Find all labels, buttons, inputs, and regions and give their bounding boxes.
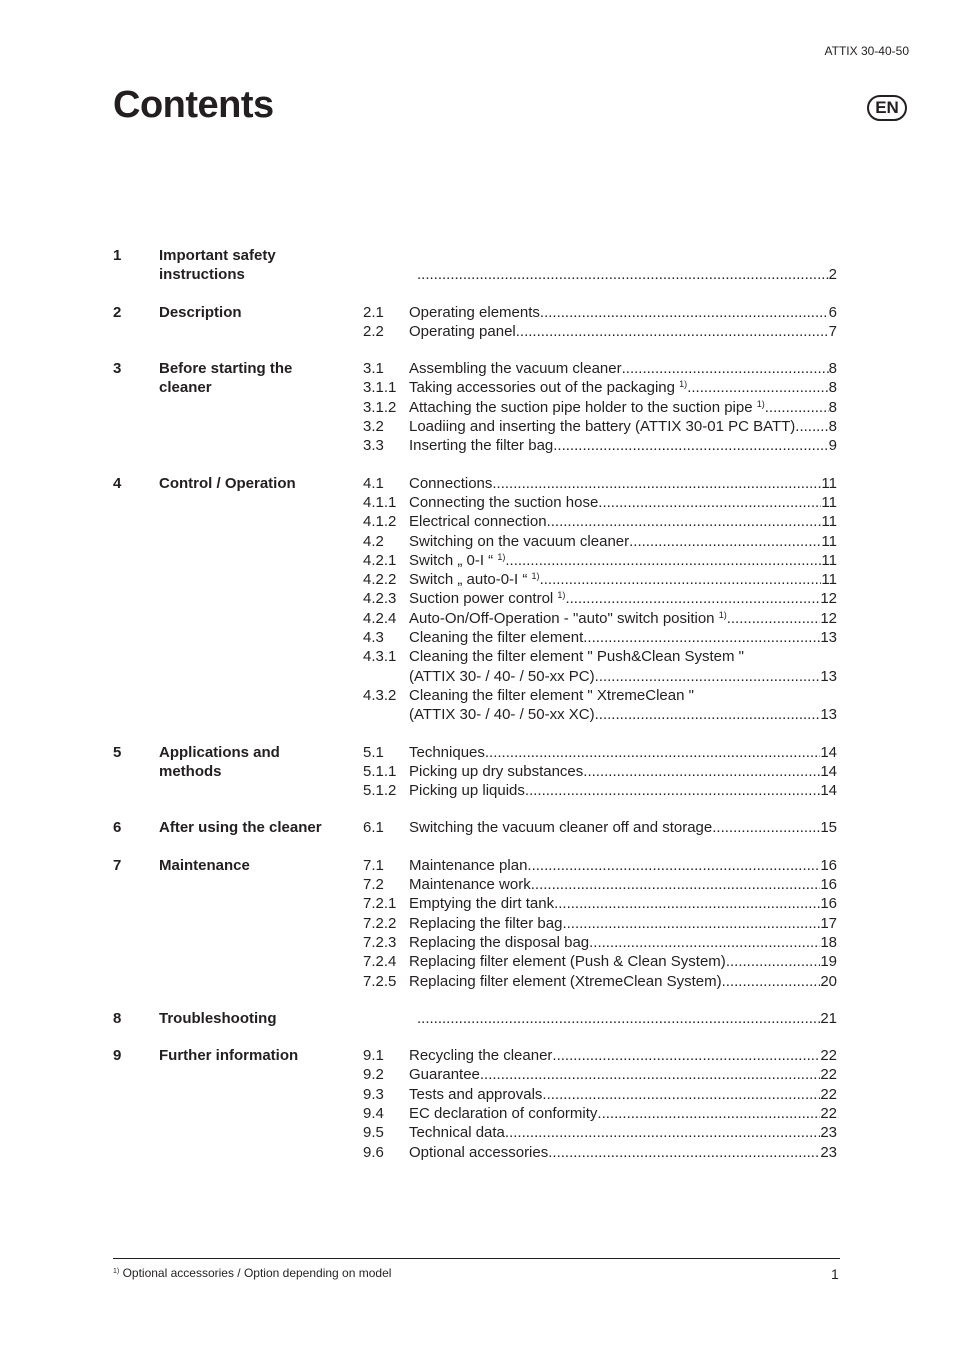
entry-page-number: 13 xyxy=(820,667,837,685)
toc-entry[interactable] xyxy=(363,512,837,531)
entry-title xyxy=(409,914,562,933)
toc-entry[interactable] xyxy=(363,1046,837,1065)
entry-title-text: Technical data xyxy=(409,1124,505,1142)
section-entries xyxy=(363,246,837,285)
table-of-contents xyxy=(113,246,837,1180)
section-title: Important safety instructions xyxy=(159,247,276,284)
toc-entry[interactable] xyxy=(363,972,837,991)
toc-section xyxy=(113,246,837,285)
toc-entry[interactable] xyxy=(363,762,837,781)
toc-entry[interactable] xyxy=(363,628,837,647)
entry-page-number: 8 xyxy=(828,379,837,397)
entry-number: 4.3 xyxy=(363,629,384,647)
entry-title-text: EC declaration of conformity xyxy=(409,1104,598,1122)
entry-title xyxy=(409,532,629,551)
entry-page-number: 11 xyxy=(821,571,837,589)
toc-section xyxy=(113,856,837,991)
toc-entry[interactable] xyxy=(363,532,837,551)
entry-page-number: 12 xyxy=(820,609,837,627)
toc-entry[interactable] xyxy=(363,551,837,570)
toc-entry[interactable] xyxy=(363,1085,837,1104)
dot-leader xyxy=(531,875,821,894)
dot-leader xyxy=(722,972,821,991)
section-title: Further information xyxy=(159,1047,299,1065)
dot-leader xyxy=(554,894,820,913)
dot-leader xyxy=(597,1104,820,1123)
dot-leader xyxy=(485,743,820,762)
section-title: Applications and methods xyxy=(159,743,280,780)
entry-title-text: Assembling the vacuum cleaner xyxy=(409,360,622,378)
entry-title xyxy=(409,894,554,913)
toc-entry-continuation[interactable] xyxy=(363,705,837,724)
entry-number: 7.2.2 xyxy=(363,914,397,932)
dot-leader xyxy=(480,1065,820,1084)
entry-title xyxy=(409,378,687,397)
entry-number: 5.1.1 xyxy=(363,762,397,780)
entry-number: 3.1.2 xyxy=(363,398,397,416)
toc-entry[interactable] xyxy=(363,493,837,512)
entry-title xyxy=(409,512,547,531)
entry-title-text: Picking up liquids. xyxy=(409,782,530,800)
entry-page-number: 23 xyxy=(820,1143,837,1161)
entry-title-text: Picking up dry substances. xyxy=(409,762,588,780)
entry-title xyxy=(409,417,795,436)
dot-leader xyxy=(565,589,820,608)
entry-title-text: Maintenance plan xyxy=(409,856,528,874)
entry-page-number: 15 xyxy=(820,819,837,837)
dot-leader xyxy=(527,856,820,875)
section-number: 5 xyxy=(113,743,122,761)
entry-title-text: Auto-On/Off-Operation - "auto" switch position xyxy=(409,609,719,627)
section-number: 1 xyxy=(113,247,122,264)
entry-number-spacer xyxy=(363,667,409,686)
toc-entry[interactable] xyxy=(363,589,837,608)
section-number: 4 xyxy=(113,474,122,492)
entry-page-number: 22 xyxy=(820,1047,837,1065)
entry-title xyxy=(409,474,492,493)
section-entries xyxy=(363,856,837,991)
toc-section xyxy=(113,303,837,342)
section-number: 3 xyxy=(113,360,122,378)
entry-title xyxy=(409,359,622,378)
footnote-reference: 1) xyxy=(531,571,540,582)
entry-page-number: 11 xyxy=(821,532,837,550)
entry-number: 3.2 xyxy=(363,418,384,436)
entry-number: 3.3 xyxy=(363,437,384,455)
toc-entry[interactable] xyxy=(363,933,837,952)
entry-page-number: 17 xyxy=(820,914,837,932)
entry-title xyxy=(409,762,587,781)
toc-entry[interactable] xyxy=(363,359,837,378)
section-entries xyxy=(363,303,837,342)
entry-title xyxy=(409,933,589,952)
entry-page-number: 7 xyxy=(828,322,837,340)
entry-number: 4.2.3 xyxy=(363,590,397,608)
dot-leader xyxy=(505,551,821,570)
toc-section xyxy=(113,359,837,455)
entry-number: 4.2.2 xyxy=(363,571,397,589)
dot-leader xyxy=(417,265,829,284)
entry-spacer xyxy=(363,246,837,265)
entry-page-number: 23 xyxy=(820,1124,837,1142)
section-title: Troubleshooting xyxy=(159,1009,277,1027)
dot-leader xyxy=(547,512,822,531)
dot-leader xyxy=(598,493,821,512)
entry-title-text: Switch „ auto-0-I “ xyxy=(409,571,532,589)
page-title: Contents xyxy=(113,84,274,126)
entry-title xyxy=(409,875,531,894)
entry-title xyxy=(409,589,565,608)
entry-number: 4.2 xyxy=(363,532,384,550)
toc-entry[interactable] xyxy=(363,686,837,705)
toc-entry[interactable] xyxy=(363,1143,837,1162)
entry-title-text: Maintenance work xyxy=(409,876,531,894)
dot-leader xyxy=(516,322,829,341)
entry-title-text: Electrical connection xyxy=(409,513,547,531)
section-entries xyxy=(363,743,837,801)
entry-title xyxy=(409,743,485,762)
toc-section xyxy=(113,818,837,837)
dot-leader xyxy=(529,781,820,800)
footnote-reference: 1) xyxy=(756,398,765,409)
entry-number: 6.1 xyxy=(363,819,384,837)
toc-entry[interactable] xyxy=(363,265,837,284)
entry-title xyxy=(409,1104,597,1123)
entry-title-continuation: (ATTIX 30- / 40- / 50-xx PC) xyxy=(409,667,595,685)
entry-page-number: 14 xyxy=(820,762,837,780)
entry-number xyxy=(363,265,417,284)
entry-number: 5.1 xyxy=(363,743,384,761)
toc-entry[interactable] xyxy=(363,474,837,493)
dot-leader xyxy=(562,914,820,933)
entry-title-text: Optional accessories xyxy=(409,1143,549,1161)
entry-number: 2.1 xyxy=(363,303,384,321)
entry-title xyxy=(409,322,516,341)
entry-number: 9.6 xyxy=(363,1143,384,1161)
toc-entry[interactable] xyxy=(363,647,837,666)
entry-number: 5.1.2 xyxy=(363,782,397,800)
toc-section xyxy=(113,743,837,801)
entry-page-number: 16 xyxy=(820,856,837,874)
entry-page-number: 22 xyxy=(820,1066,837,1084)
footnote-marker: 1) xyxy=(113,1268,120,1275)
entry-title xyxy=(409,303,540,322)
entry-page-number: 19 xyxy=(820,953,837,971)
dot-leader xyxy=(540,303,829,322)
dot-leader xyxy=(795,417,828,436)
entry-page-number: 13 xyxy=(820,629,837,647)
toc-entry[interactable] xyxy=(363,914,837,933)
dot-leader xyxy=(595,705,821,724)
section-entries xyxy=(363,1046,837,1162)
toc-entry[interactable] xyxy=(363,952,837,971)
footnote-reference: 1) xyxy=(718,609,727,620)
section-number: 7 xyxy=(113,856,122,874)
entry-number: 2.2 xyxy=(363,322,384,340)
toc-entry[interactable] xyxy=(363,378,837,397)
toc-section xyxy=(113,1009,837,1028)
entry-number: 7.2 xyxy=(363,876,384,894)
entry-title-text: Loadiing and inserting the battery (ATTIX 30-01 PC BATT) xyxy=(409,418,796,436)
entry-page-number: 18 xyxy=(820,933,837,951)
entry-title-text: Replacing the filter bag xyxy=(409,914,563,932)
entry-number: 9.4 xyxy=(363,1104,384,1122)
dot-leader xyxy=(629,532,821,551)
entry-page-number: 8 xyxy=(828,398,837,416)
section-title: Maintenance xyxy=(159,856,250,874)
entry-title xyxy=(409,1085,547,1104)
entry-page-number: 20 xyxy=(820,972,837,990)
dot-leader xyxy=(552,1046,820,1065)
entry-number: 3.1.1 xyxy=(363,379,397,397)
toc-entry[interactable] xyxy=(363,1009,837,1028)
dot-leader xyxy=(727,609,821,628)
section-number: 8 xyxy=(113,1009,122,1027)
toc-entry-continuation[interactable] xyxy=(363,667,837,686)
entry-title: Cleaning the filter element " Push&Clean System " xyxy=(409,648,744,666)
dot-leader xyxy=(505,1123,820,1142)
entry-title-text: Cleaning the filter element xyxy=(409,629,584,647)
entry-page-number: 22 xyxy=(820,1085,837,1103)
entry-number: 4.1.2 xyxy=(363,513,397,531)
footnote-reference: 1) xyxy=(679,379,688,390)
entry-title-text: Replacing the disposal bag xyxy=(409,933,590,951)
dot-leader xyxy=(587,762,820,781)
footnote xyxy=(113,1266,391,1280)
entry-title xyxy=(409,436,553,455)
toc-entry[interactable] xyxy=(363,894,837,913)
toc-entry[interactable] xyxy=(363,1104,837,1123)
entry-page-number: 2 xyxy=(828,266,837,284)
entry-title xyxy=(409,856,527,875)
dot-leader xyxy=(589,933,820,952)
dot-leader xyxy=(553,436,828,455)
entry-number: 4.2.1 xyxy=(363,551,397,569)
entry-number: 9.3 xyxy=(363,1085,384,1103)
entry-number: 7.2.1 xyxy=(363,895,397,913)
toc-entry[interactable] xyxy=(363,1123,837,1142)
entry-number: 4.2.4 xyxy=(363,609,397,627)
toc-entry[interactable] xyxy=(363,436,837,455)
entry-title-text: Taking accessories out of the packaging xyxy=(409,379,680,397)
entry-title-text: Switching the vacuum cleaner off and storage xyxy=(409,819,713,837)
entry-page-number: 11 xyxy=(821,474,837,492)
entry-page-number: 12 xyxy=(820,590,837,608)
entry-number: 9.2 xyxy=(363,1066,384,1084)
entry-page-number: 16 xyxy=(820,895,837,913)
entry-number: 4.3.1 xyxy=(363,648,397,666)
entry-title xyxy=(409,781,529,800)
header-model: ATTIX 30-40-50 xyxy=(824,44,909,58)
entry-title-text: Replacing filter element (XtremeClean System) xyxy=(409,972,722,990)
entry-title xyxy=(409,1046,552,1065)
toc-entry[interactable] xyxy=(363,570,837,589)
entry-title-text: Operating panel xyxy=(409,322,516,340)
section-number: 6 xyxy=(113,819,122,837)
entry-page-number: 11 xyxy=(821,513,837,531)
entry-title xyxy=(409,952,726,971)
entry-title xyxy=(409,609,727,628)
entry-page-number: 13 xyxy=(820,706,837,724)
section-title: Description xyxy=(159,303,242,321)
footer-rule xyxy=(113,1258,840,1259)
entry-page-number: 22 xyxy=(820,1104,837,1122)
entry-number: 7.2.5 xyxy=(363,972,397,990)
section-number: 9 xyxy=(113,1047,122,1065)
entry-title xyxy=(409,1143,548,1162)
entry-title xyxy=(409,818,712,837)
toc-entry[interactable] xyxy=(363,856,837,875)
language-badge: EN xyxy=(867,95,907,121)
entry-title-text: Tests and approvals. xyxy=(409,1085,547,1103)
entry-page-number: 8 xyxy=(828,360,837,378)
dot-leader xyxy=(595,667,821,686)
toc-entry[interactable] xyxy=(363,743,837,762)
entry-page-number: 16 xyxy=(820,876,837,894)
dot-leader xyxy=(712,818,820,837)
section-entries xyxy=(363,359,837,455)
entry-title xyxy=(409,551,505,570)
entry-page-number: 21 xyxy=(820,1009,837,1027)
toc-entry[interactable] xyxy=(363,398,837,417)
entry-title-text: Inserting the filter bag xyxy=(409,437,554,455)
entry-page-number: 14 xyxy=(820,743,837,761)
dot-leader xyxy=(548,1143,820,1162)
entry-number: 7.2.3 xyxy=(363,933,397,951)
section-title: Before starting the cleaner xyxy=(159,360,293,397)
entry-title-text: Emptying the dirt tank xyxy=(409,895,555,913)
entry-title-text: Guarantee xyxy=(409,1066,480,1084)
entry-title-text: Switching on the vacuum cleaner xyxy=(409,532,630,550)
footnote-text: Optional accessories / Option depending on model xyxy=(122,1266,392,1280)
entry-title xyxy=(409,1123,505,1142)
entry-number: 7.1 xyxy=(363,856,384,874)
dot-leader xyxy=(765,398,829,417)
toc-entry[interactable] xyxy=(363,417,837,436)
entry-title-text: Operating elements xyxy=(409,303,540,321)
dot-leader xyxy=(547,1085,821,1104)
toc-entry[interactable] xyxy=(363,875,837,894)
toc-section xyxy=(113,1046,837,1162)
toc-entry[interactable] xyxy=(363,609,837,628)
dot-leader xyxy=(417,1009,820,1028)
section-entries xyxy=(363,1009,837,1028)
footnote-reference: 1) xyxy=(557,590,566,601)
entry-page-number: 6 xyxy=(828,303,837,321)
entry-number: 3.1 xyxy=(363,360,384,378)
footnote-reference: 1) xyxy=(497,551,506,562)
toc-entry[interactable] xyxy=(363,322,837,341)
entry-title: Cleaning the filter element " XtremeClean " xyxy=(409,686,694,704)
entry-title xyxy=(409,628,583,647)
section-title: After using the cleaner xyxy=(159,819,322,837)
entry-number: 9.5 xyxy=(363,1124,384,1142)
dot-leader xyxy=(687,378,828,397)
entry-number: 7.2.4 xyxy=(363,953,397,971)
entry-title-text: Switch „ 0-I “ xyxy=(409,551,498,569)
entry-page-number: 8 xyxy=(828,418,837,436)
entry-page-number: 14 xyxy=(820,782,837,800)
entry-number: 4.1.1 xyxy=(363,493,397,511)
entry-title xyxy=(409,972,722,991)
entry-title-text: Connections xyxy=(409,474,493,492)
dot-leader xyxy=(726,952,821,971)
entry-page-number: 11 xyxy=(821,551,837,569)
toc-entry[interactable] xyxy=(363,1065,837,1084)
dot-leader xyxy=(540,570,822,589)
entry-title-text: Connecting the suction hose xyxy=(409,493,599,511)
dot-leader xyxy=(492,474,821,493)
toc-entry[interactable] xyxy=(363,303,837,322)
section-title: Control / Operation xyxy=(159,474,296,492)
entry-number xyxy=(363,1009,417,1028)
entry-title-text: Suction power control xyxy=(409,590,558,608)
toc-entry[interactable] xyxy=(363,781,837,800)
dot-leader xyxy=(622,359,829,378)
entry-title-text: Recycling the cleaner xyxy=(409,1047,553,1065)
section-number: 2 xyxy=(113,303,122,321)
entry-number-spacer xyxy=(363,705,409,724)
entry-title xyxy=(409,398,765,417)
toc-section xyxy=(113,474,837,725)
section-entries xyxy=(363,474,837,725)
entry-title-continuation: (ATTIX 30- / 40- / 50-xx XC) xyxy=(409,706,595,724)
section-entries xyxy=(363,818,837,837)
entry-title-text: Techniques xyxy=(409,743,485,761)
entry-title-text: Attaching the suction pipe holder to the suction pipe xyxy=(409,398,757,416)
entry-number: 4.3.2 xyxy=(363,686,397,704)
entry-number: 9.1 xyxy=(363,1047,384,1065)
entry-number: 4.1 xyxy=(363,474,384,492)
dot-leader xyxy=(583,628,820,647)
entry-page-number: 9 xyxy=(828,437,837,455)
toc-entry[interactable] xyxy=(363,818,837,837)
entry-title xyxy=(409,1065,480,1084)
entry-page-number: 11 xyxy=(821,493,837,511)
entry-title xyxy=(409,493,598,512)
page-number: 1 xyxy=(831,1266,839,1282)
entry-title-text: Replacing filter element (Push & Clean System) xyxy=(409,953,726,971)
entry-title xyxy=(409,570,540,589)
